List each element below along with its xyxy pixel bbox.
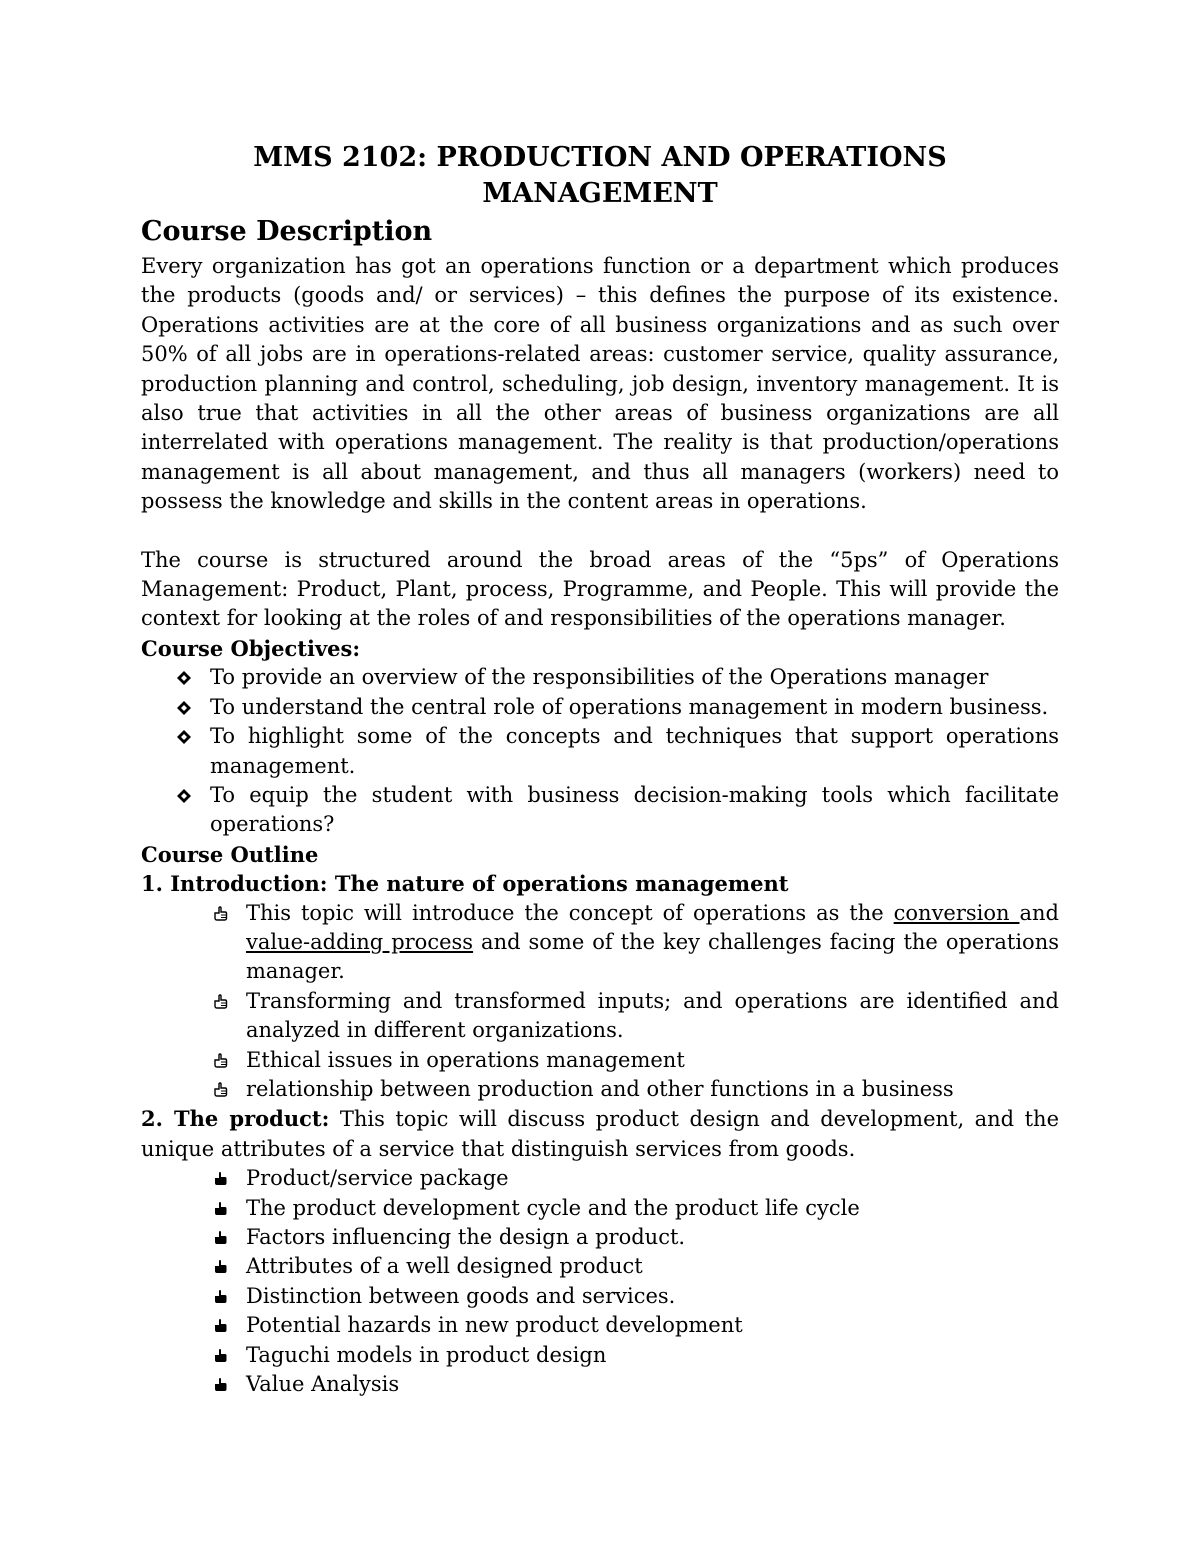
outline-section-1-item <box>213 899 1059 987</box>
pointing-hand-outline-icon <box>213 1053 228 1068</box>
outline-section-2-list <box>141 1164 1059 1399</box>
document-page <box>141 140 1059 1399</box>
outline-section-2-item <box>213 1311 1059 1340</box>
diamond-icon <box>177 730 191 744</box>
course-outline-heading: Course Outline <box>141 841 319 867</box>
outline-item-text-part: This topic will introduce the concept of operations as the <box>246 900 894 925</box>
course-description-paragraph-2: The course is structured around the broad areas of the “5ps” of Operations Management: Product, Plant, process, Programme, and People. This will provide the context for looking at the roles of and responsibilities of the operations manager. <box>141 547 1059 631</box>
pointing-hand-filled-icon <box>213 1171 228 1186</box>
outline-section-2-item <box>213 1370 1059 1399</box>
outline-item-text: Factors influencing the design a product. <box>246 1225 686 1249</box>
course-objectives-heading: Course Objectives: <box>141 635 361 661</box>
diamond-icon <box>177 789 191 803</box>
diamond-icon <box>177 671 191 685</box>
value-adding-process-link[interactable]: value-adding process <box>246 929 474 954</box>
objective-text: To provide an overview of the responsibilities of the Operations manager <box>210 665 989 690</box>
objective-item <box>177 693 1059 722</box>
document-title-line-2: MANAGEMENT <box>482 178 718 209</box>
objective-text: To understand the central role of operations management in modern business. <box>210 694 1049 719</box>
pointing-hand-filled-icon <box>213 1377 228 1392</box>
outline-section-2-item <box>213 1164 1059 1193</box>
outline-section-2-item <box>213 1341 1059 1370</box>
objective-text: To highlight some of the concepts and techniques that support operations management. <box>210 724 1059 778</box>
outline-section-2-item <box>213 1223 1059 1252</box>
objective-item <box>177 663 1059 692</box>
outline-section-1-item <box>213 987 1059 1046</box>
pointing-hand-filled-icon <box>213 1259 228 1274</box>
outline-item-text: The product development cycle and the product life cycle <box>246 1195 860 1220</box>
objective-item <box>177 781 1059 840</box>
outline-item-text: Taguchi models in product design <box>246 1342 607 1367</box>
outline-section-2-description: This topic will discuss product design and development, and the unique attributes of a service that distinguish services from goods. <box>141 1107 1059 1161</box>
outline-section-1-list <box>141 899 1059 1105</box>
pointing-hand-filled-icon <box>213 1348 228 1363</box>
outline-section-2-heading: 2. The product: <box>141 1106 330 1132</box>
outline-item-text: Transforming and transformed inputs; and operations are identified and analyzed in different organizations. <box>246 988 1059 1043</box>
outline-item-text: Ethical issues in operations management <box>246 1047 685 1072</box>
objective-text: To equip the student with business decision-making tools which facilitate operations? <box>210 782 1059 837</box>
outline-section-1-item <box>213 1046 1059 1075</box>
outline-section-2-item <box>213 1282 1059 1311</box>
outline-item-text: relationship between production and other functions in a business <box>246 1076 954 1101</box>
outline-section-2-item <box>213 1252 1059 1281</box>
diamond-icon <box>177 701 191 715</box>
outline-item-text: Value Analysis <box>246 1372 400 1397</box>
outline-item-text-part: and some of the key challenges facing the operations manager. <box>246 929 1059 984</box>
outline-item-text: Attributes of a well designed product <box>246 1254 643 1279</box>
pointing-hand-outline-icon <box>213 1082 228 1097</box>
conversion-link[interactable]: conversion <box>893 900 1020 925</box>
course-description-paragraph-1: Every organization has got an operations function or a department which produces the products (goods and/ or services) – this defines the purpose of its existence. Operations activities are at the core of all business organizations and as such over 50% of all jobs are in operations-related areas: customer service, quality assurance, production planning and control, scheduling, job design, inventory management. It is also true that activities in all the other areas of business organizations are all interrelated with operations management. The reality is that production/operations management is all about management, and thus all managers (workers) need to possess the knowledge and skills in the content areas in operations. <box>141 254 1059 514</box>
outline-item-text: Product/service package <box>246 1166 509 1191</box>
pointing-hand-filled-icon <box>213 1201 228 1216</box>
pointing-hand-outline-icon <box>213 906 228 921</box>
paragraph-spacer <box>141 517 1059 546</box>
outline-item-text: Potential hazards in new product development <box>246 1313 743 1338</box>
pointing-hand-outline-icon <box>213 994 228 1009</box>
course-objectives-list <box>141 663 1059 839</box>
course-description-heading: Course Description <box>141 216 433 247</box>
pointing-hand-filled-icon <box>213 1230 228 1245</box>
pointing-hand-filled-icon <box>213 1318 228 1333</box>
document-title-line-1: MMS 2102: PRODUCTION AND OPERATIONS <box>253 142 947 173</box>
outline-section-1-heading: 1. Introduction: The nature of operations management <box>141 871 789 897</box>
outline-item-text: Distinction between goods and services. <box>246 1283 676 1308</box>
objective-item <box>177 722 1059 781</box>
outline-section-2-item <box>213 1194 1059 1223</box>
outline-item-text-part: and <box>1019 900 1059 925</box>
pointing-hand-filled-icon <box>213 1289 228 1304</box>
outline-section-2-intro <box>141 1104 1059 1164</box>
outline-section-1-item <box>213 1075 1059 1104</box>
